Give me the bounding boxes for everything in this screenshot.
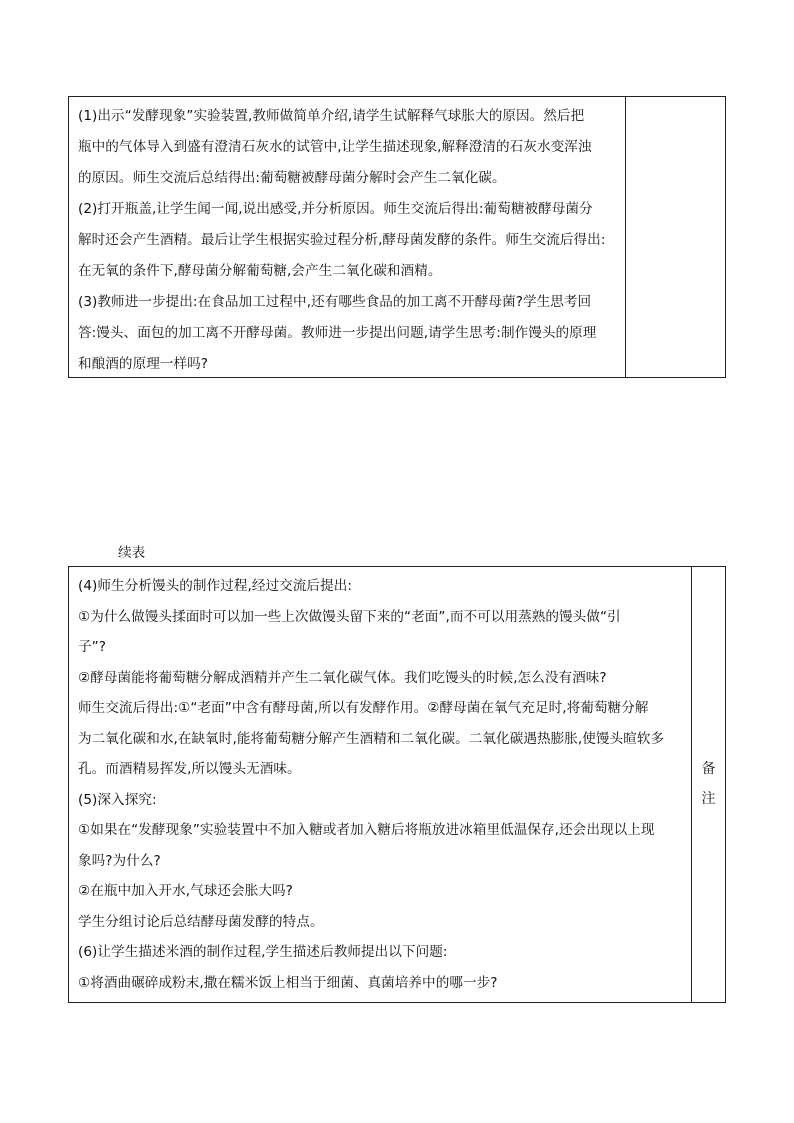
lesson-content-cell-1 xyxy=(69,97,626,377)
notes-cell-1 xyxy=(626,97,725,377)
paragraph-line: 答:馒头、面包的加工离不开酵母菌。教师进一步提出问题,请学生思考:制作馒头的原理 xyxy=(78,325,597,341)
paragraph-line: 的原因。师生交流后总结得出:葡萄糖被酵母菌分解时会产生二氧化碳。 xyxy=(78,170,506,186)
lesson-content-cell-2 xyxy=(69,567,692,1002)
continued-table-label: 续表 xyxy=(118,545,146,561)
paragraph-line: 瓶中的气体导入到盛有澄清石灰水的试管中,让学生描述现象,解释澄清的石灰水变浑浊 xyxy=(78,139,592,155)
paragraph-line: ①将酒曲碾碎成粉末,撒在糯米饭上相当于细菌、真菌培养中的哪一步? xyxy=(78,974,498,991)
notes-cell-2 xyxy=(692,567,725,1002)
paragraph-line: ②酵母菌能将葡萄糖分解成酒精并产生二氧化碳气体。我们吃馒头的时候,怎么没有酒味? xyxy=(78,669,607,686)
paragraph-line: 解时还会产生酒精。最后让学生根据实验过程分析,酵母菌发酵的条件。师生交流后得出: xyxy=(78,232,606,248)
paragraph-line: (3)教师进一步提出:在食品加工过程中,还有哪些食品的加工离不开酵母菌?学生思考回 xyxy=(78,294,592,310)
paragraph-line: 学生分组讨论后总结酵母菌发酵的特点。 xyxy=(78,913,324,930)
notes-label-char: 备 xyxy=(701,761,716,777)
notes-label-char: 注 xyxy=(701,791,716,807)
paragraph-line: 和酿酒的原理一样吗? xyxy=(78,356,209,372)
paragraph-line: 孔。而酒精易挥发,所以馒头无酒味。 xyxy=(78,761,301,777)
paragraph-line: 子”? xyxy=(78,639,107,655)
paragraph-line: ②在瓶中加入开水,气球还会胀大吗? xyxy=(78,883,293,899)
paragraph-line: 为二氧化碳和水,在缺氧时,能将葡萄糖分解产生酒精和二氧化碳。二氧化碳遇热膨胀,使馒头暄软多 xyxy=(78,730,665,747)
lesson-table-2 xyxy=(68,566,726,1003)
paragraph-line: 象吗?为什么? xyxy=(78,852,161,869)
paragraph-line: 在无氧的条件下,酵母菌分解葡萄糖,会产生二氧化碳和酒精。 xyxy=(78,263,442,279)
paragraph-line: 师生交流后得出:①“老面”中含有酵母菌,所以有发酵作用。②酵母菌在氧气充足时,将葡萄糖分解 xyxy=(78,700,649,716)
paragraph-line: (5)深入探究: xyxy=(78,791,157,808)
paragraph-line: (4)师生分析馒头的制作过程,经过交流后提出: xyxy=(78,578,352,594)
paragraph-line: (2)打开瓶盖,让学生闻一闻,说出感受,并分析原因。师生交流后得出:葡萄糖被酵母菌分 xyxy=(78,201,593,217)
paragraph-line: ①如果在“发酵现象”实验装置中不加入糖或者加入糖后将瓶放进冰箱里低温保存,还会出现以上现 xyxy=(78,822,655,838)
paragraph-line: (6)让学生描述米酒的制作过程,学生描述后教师提出以下问题: xyxy=(78,944,448,960)
paragraph-line: ①为什么做馒头揉面时可以加一些上次做馒头留下来的“老面”,而不可以用蒸熟的馒头做“引 xyxy=(78,608,621,625)
paragraph-line: (1)出示“发酵现象”实验装置,教师做简单介绍,请学生试解释气球胀大的原因。然后把 xyxy=(78,108,585,124)
lesson-table-1 xyxy=(68,96,726,378)
